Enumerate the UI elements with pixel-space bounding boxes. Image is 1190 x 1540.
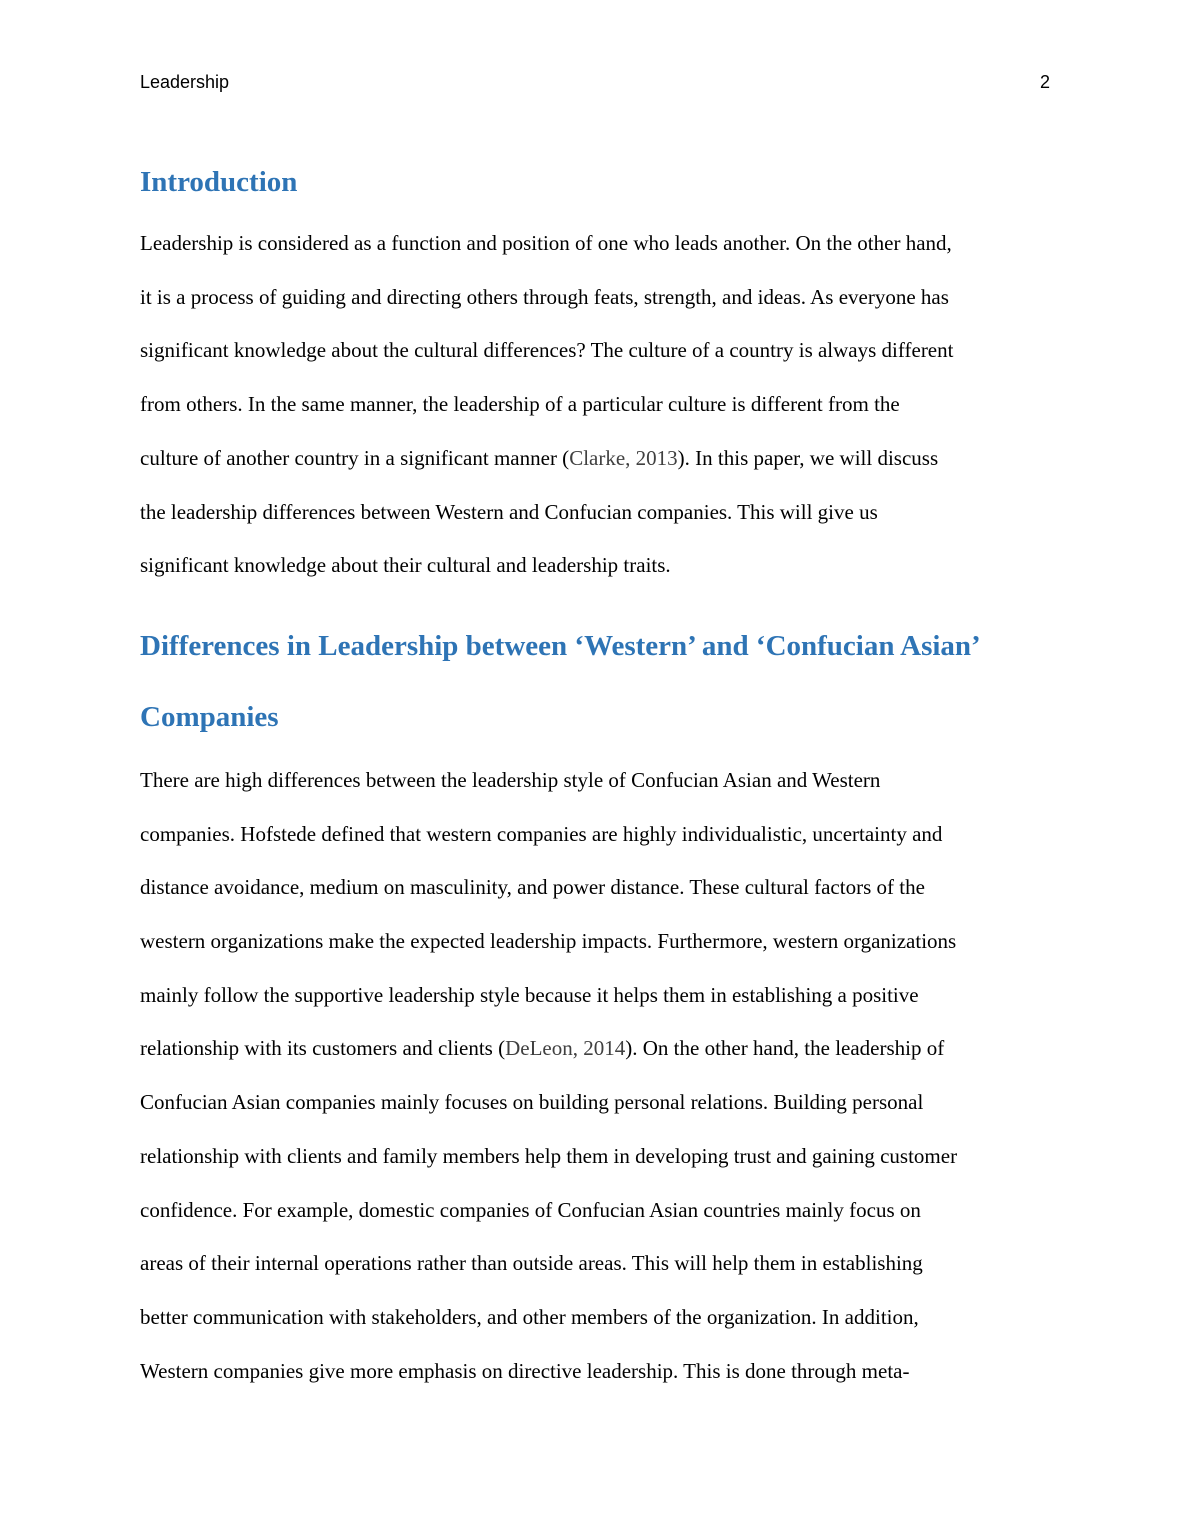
text-segment: Western companies give more emphasis on directive leadership. This is done through meta- [140, 1358, 910, 1383]
text-line [140, 378, 1060, 432]
text-segment: culture of another country in a significant manner ( [140, 445, 570, 470]
text-line [140, 539, 1060, 593]
paragraph-introduction [140, 217, 1060, 593]
text-segment: relationship with clients and family members help them in developing trust and gaining customer [140, 1143, 958, 1168]
text-line [140, 1184, 1060, 1238]
text-segment: Leadership is considered as a function and position of one who leads another. On the other hand, [140, 231, 952, 255]
text-segment: western organizations make the expected leadership impacts. Furthermore, western organizations [140, 929, 957, 954]
text-segment: ). On the other hand, the leadership of [625, 1036, 945, 1061]
heading-introduction: Introduction [140, 166, 298, 198]
text-segment: distance avoidance, medium on masculinity, and power distance. These cultural factors of the [140, 875, 925, 900]
heading-line: Differences in Leadership between ‘Western’ and ‘Confucian Asian’ [140, 629, 981, 662]
page-number: 2 [1039, 72, 1050, 92]
text-line [140, 271, 1060, 325]
text-segment: areas of their internal operations rather than outside areas. This will help them in establishing [140, 1251, 923, 1276]
text-line [140, 1022, 1060, 1076]
text-line [140, 969, 1060, 1023]
text-segment: ). In this paper, we will discuss [677, 445, 939, 470]
paragraph-differences [140, 754, 1060, 1398]
text-line [140, 808, 1060, 862]
citation: DeLeon, 2014 [505, 1036, 626, 1061]
text-line [140, 861, 1060, 915]
running-head: Leadership [140, 72, 230, 92]
page-header [140, 72, 1050, 96]
heading-line: Companies [140, 700, 279, 733]
text-segment: mainly follow the supportive leadership style because it helps them in establishing a positive [140, 982, 919, 1007]
text-segment: significant knowledge about their cultural and leadership traits. [140, 553, 671, 578]
text-line [140, 1345, 1060, 1399]
text-line [140, 915, 1060, 969]
text-segment: significant knowledge about the cultural differences? The culture of a country is always different [140, 338, 954, 363]
text-line [140, 1130, 1060, 1184]
text-segment: from others. In the same manner, the leadership of a particular culture is different from the [140, 392, 900, 417]
text-line [140, 1291, 1060, 1345]
heading-differences [140, 611, 1060, 753]
document-body [140, 150, 1060, 1398]
text-segment: relationship with its customers and clients ( [140, 1036, 506, 1061]
text-line [140, 1076, 1060, 1130]
text-segment: companies. Hofstede defined that western companies are highly individualistic, uncertainty and [140, 821, 943, 846]
text-segment: There are high differences between the leadership style of Confucian Asian and Western [140, 767, 881, 792]
text-line [140, 754, 1060, 808]
text-line [140, 324, 1060, 378]
text-segment: confidence. For example, domestic companies of Confucian Asian countries mainly focus on [140, 1197, 921, 1222]
citation: Clarke, 2013 [569, 445, 678, 470]
text-segment: the leadership differences between Western and Confucian companies. This will give us [140, 499, 878, 524]
text-segment: it is a process of guiding and directing others through feats, strength, and ideas. As everyone has [140, 284, 949, 309]
text-line [140, 1237, 1060, 1291]
text-line [140, 486, 1060, 540]
text-line [140, 432, 1060, 486]
text-segment: better communication with stakeholders, and other members of the organization. In addition, [140, 1304, 919, 1329]
text-line [140, 217, 1060, 271]
text-segment: Confucian Asian companies mainly focuses on building personal relations. Building personal [140, 1090, 924, 1115]
